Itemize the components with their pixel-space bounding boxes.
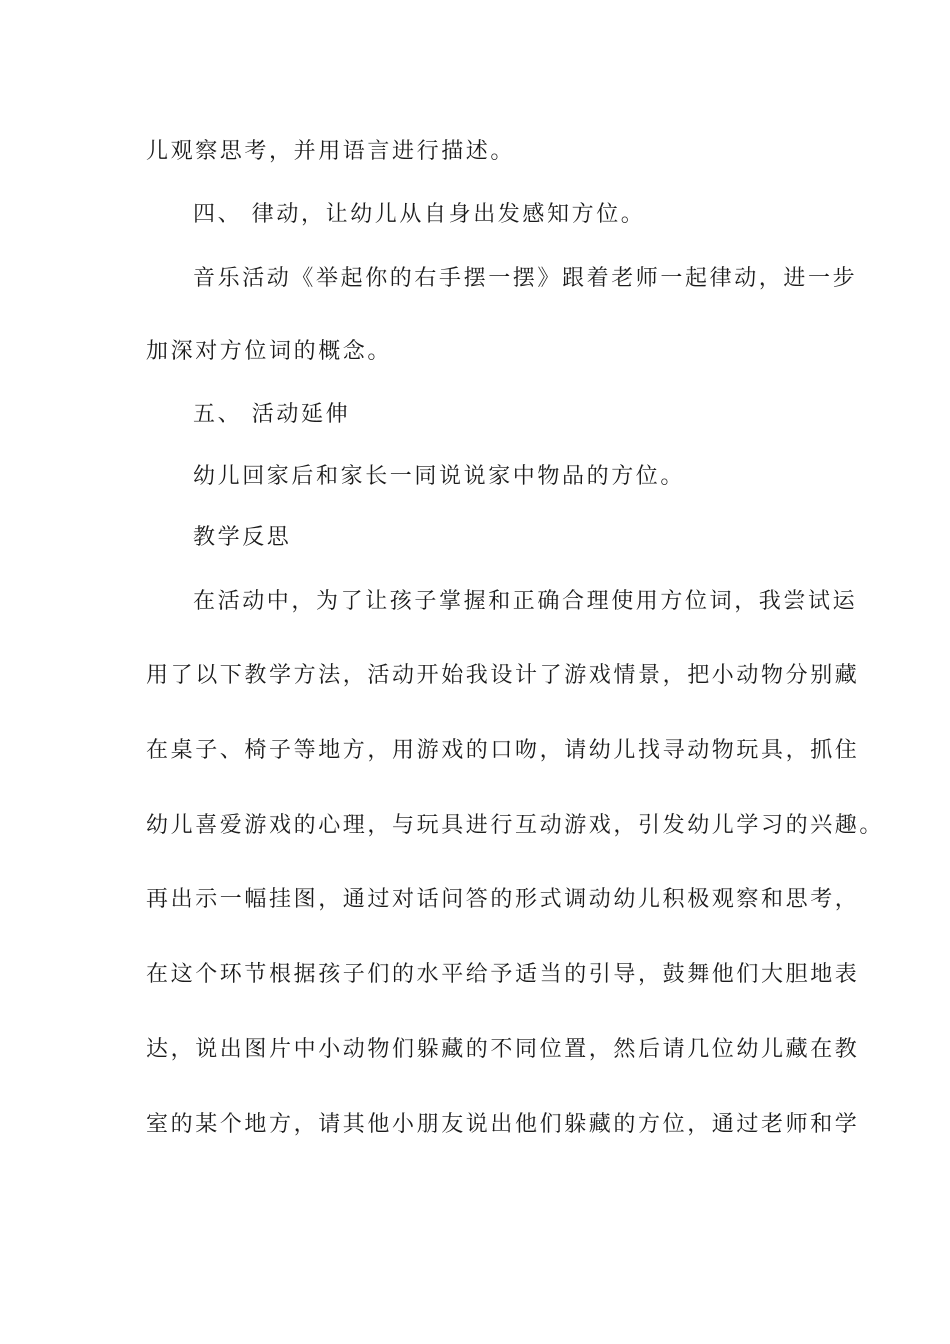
paragraph-extension: 幼儿回家后和家长一同说说家中物品的方位。 xyxy=(193,464,686,489)
reflection-line-3: 在桌子、椅子等地方，用游戏的口吻，请幼儿找寻动物玩具，抓住 xyxy=(146,738,860,763)
section-heading-four: 四、 律动，让幼儿从自身出发感知方位。 xyxy=(193,202,646,227)
reflection-line-6: 在这个环节根据孩子们的水平给予适当的引导，鼓舞他们大胆地表 xyxy=(146,962,860,987)
reflection-line-5: 再出示一幅挂图，通过对话问答的形式调动幼儿积极观察和思考， xyxy=(146,887,860,912)
paragraph-music-activity: 音乐活动《举起你的右手摆一摆》跟着老师一起律动，进一步 xyxy=(193,266,858,291)
section-heading-five: 五、 活动延伸 xyxy=(193,402,351,427)
text-line-continuation: 儿观察思考，并用语言进行描述。 xyxy=(146,139,516,164)
paragraph-music-activity-cont: 加深对方位词的概念。 xyxy=(146,339,393,364)
reflection-line-1: 在活动中，为了让孩子掌握和正确合理使用方位词，我尝试运 xyxy=(193,589,858,614)
section-heading-reflection: 教学反思 xyxy=(193,525,292,550)
reflection-line-2: 用了以下教学方法，活动开始我设计了游戏情景，把小动物分别藏 xyxy=(146,663,860,688)
reflection-line-4: 幼儿喜爱游戏的心理，与玩具进行互动游戏，引发幼儿学习的兴趣。 xyxy=(146,813,885,838)
reflection-line-7: 达，说出图片中小动物们躲藏的不同位置，然后请几位幼儿藏在教 xyxy=(146,1037,860,1062)
reflection-line-8: 室的某个地方，请其他小朋友说出他们躲藏的方位，通过老师和学 xyxy=(146,1112,860,1137)
